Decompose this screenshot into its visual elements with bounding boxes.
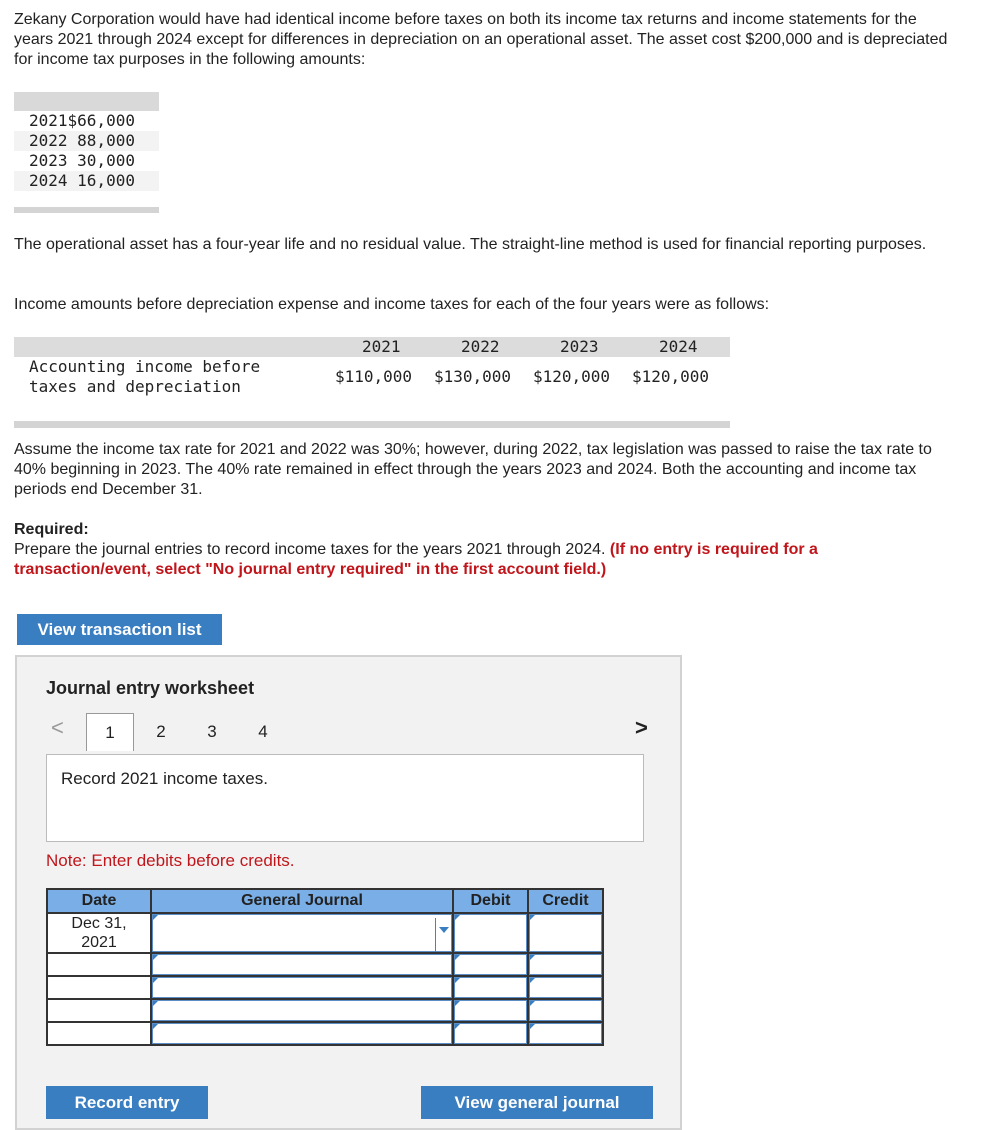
debit-input[interactable] — [454, 977, 527, 998]
entry-date: Dec 31, 2021 — [71, 915, 127, 951]
instruction-box — [46, 754, 644, 842]
account-select[interactable] — [152, 914, 452, 952]
required-note: (If no entry is required for a transaction/event, select "No journal entry required" in the first account field.) — [14, 541, 818, 578]
table-row — [47, 913, 603, 953]
date-column-header: Date — [47, 889, 151, 913]
income-intro: Income amounts before depreciation expense and income taxes for each of the four years were as follows: — [14, 296, 770, 313]
table-header — [14, 92, 159, 111]
credit-column-header: Credit — [528, 889, 603, 913]
account-select[interactable] — [152, 1023, 452, 1044]
instruction-text: Record 2021 income taxes. — [61, 769, 268, 788]
view-general-journal-button[interactable]: View general journal — [421, 1086, 653, 1119]
table-header — [47, 889, 603, 913]
tab-page-3[interactable]: 3 — [207, 722, 217, 741]
income-table — [14, 337, 730, 428]
chevron-right-icon[interactable]: > — [635, 715, 648, 740]
required-title: Required: — [14, 521, 89, 538]
row-label: Accounting income before taxes and depreciation — [29, 357, 261, 396]
worksheet-title: Journal entry worksheet — [46, 678, 255, 698]
journal-entry-worksheet — [15, 655, 682, 1130]
table-row — [47, 999, 603, 1022]
table-row: 2022 88,000 — [14, 131, 159, 151]
tax-info: Assume the income tax rate for 2021 and 2022 was 30%; however, during 2022, tax legislation was passed to raise the tax rate to 40% beginning in 2023. The 40% rate remained in effect through the years 2023 and 2024. Both the accounting and income tax periods end December 31. — [14, 441, 932, 498]
note-text: Note: Enter debits before credits. — [46, 851, 295, 870]
year-header: 2023 — [560, 337, 599, 356]
table-row: 2024 16,000 — [14, 171, 159, 191]
debit-input[interactable] — [454, 1023, 527, 1044]
debit-input[interactable] — [454, 1000, 527, 1021]
chevron-down-icon[interactable] — [439, 927, 449, 933]
table-row: 2023 30,000 — [29, 151, 135, 170]
view-transaction-list-button[interactable]: View transaction list — [17, 614, 222, 645]
problem-intro: Zekany Corporation would have had identical income before taxes on both its income tax returns and income statements for the years 2021 through 2024 except for differences in depreciation on an operational asset. The asset cost $200,000 and is depreciated for income tax purposes in the following amounts: — [14, 11, 948, 68]
table-row — [47, 953, 603, 976]
year-header: 2022 — [461, 337, 500, 356]
table-row — [47, 1022, 603, 1045]
required-section — [14, 520, 959, 580]
income-value: $120,000 — [632, 367, 710, 386]
income-value: $120,000 — [533, 367, 611, 386]
journal-column-header: General Journal — [151, 889, 453, 913]
debit-input[interactable] — [454, 954, 527, 975]
journal-table — [46, 888, 604, 1046]
credit-input[interactable] — [529, 954, 602, 975]
tab-page-4[interactable]: 4 — [258, 722, 268, 741]
tab-page-1[interactable]: 1 — [86, 713, 134, 751]
account-select[interactable] — [152, 1000, 452, 1021]
credit-input[interactable] — [529, 914, 602, 952]
tax-depreciation-table — [14, 92, 159, 213]
tab-page-2[interactable]: 2 — [156, 722, 166, 741]
year-header: 2021 — [362, 337, 401, 356]
required-text: Prepare the journal entries to record income taxes for the years 2021 through 2024. — [14, 541, 606, 558]
account-select[interactable] — [152, 954, 452, 975]
table-row: 2021$66,000 — [29, 111, 135, 130]
credit-input[interactable] — [529, 1023, 602, 1044]
credit-input[interactable] — [529, 1000, 602, 1021]
chevron-left-icon[interactable]: < — [51, 715, 64, 740]
income-value: $110,000 — [335, 367, 413, 386]
debit-input[interactable] — [454, 914, 527, 952]
table-header — [14, 337, 730, 357]
debit-column-header: Debit — [453, 889, 528, 913]
asset-info: The operational asset has a four-year life and no residual value. The straight-line method is used for financial reporting purposes. — [14, 236, 927, 253]
table-row — [47, 976, 603, 999]
year-header: 2024 — [659, 337, 698, 356]
credit-input[interactable] — [529, 977, 602, 998]
account-select[interactable] — [152, 977, 452, 998]
income-value: $130,000 — [434, 367, 512, 386]
record-entry-button[interactable]: Record entry — [46, 1086, 208, 1119]
